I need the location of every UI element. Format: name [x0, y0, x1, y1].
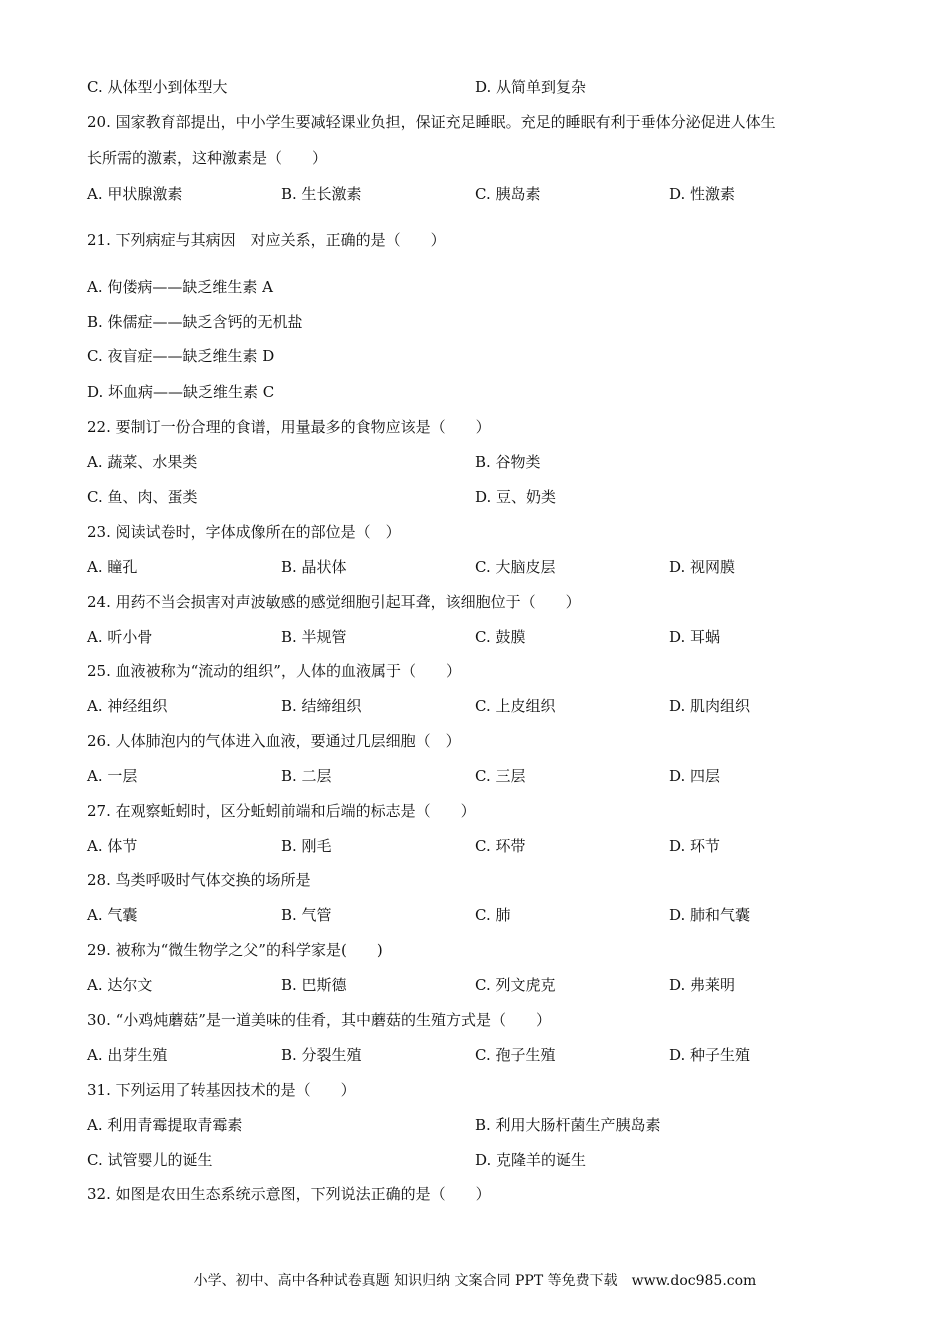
q29-option-b: B. 巴斯德 [281, 976, 347, 994]
q29-stem: 29. 被称为“微生物学之父”的科学家是( ) [87, 941, 383, 959]
q23-option-b: B. 晶状体 [281, 558, 347, 576]
q28-option-d: D. 肺和气囊 [669, 906, 751, 924]
q30-option-a: A. 出芽生殖 [87, 1046, 168, 1064]
q26-stem: 26. 人体肺泡内的气体进入血液，要通过几层细胞（ ） [87, 732, 461, 750]
q21-option-a: A. 佝偻病——缺乏维生素 A [87, 278, 273, 296]
q28-option-b: B. 气管 [281, 906, 332, 924]
q26-option-b: B. 二层 [281, 767, 332, 785]
q25-stem: 25. 血液被称为“流动的组织”，人体的血液属于（ ） [87, 662, 461, 680]
q23-stem: 23. 阅读试卷时，字体成像所在的部位是（ ） [87, 523, 401, 541]
q22-option-d: D. 豆、奶类 [475, 488, 557, 506]
q31-option-a: A. 利用青霉提取青霉素 [87, 1116, 243, 1134]
q26-option-d: D. 四层 [669, 767, 721, 785]
q20-option-d: D. 性激素 [669, 185, 736, 203]
q20-stem-line1: 20. 国家教育部提出，中小学生要减轻课业负担，保证充足睡眠。充足的睡眠有利于垂体分泌促进人体生 [87, 113, 776, 131]
q32-stem: 32. 如图是农田生态系统示意图，下列说法正确的是（ ） [87, 1185, 491, 1203]
q30-option-b: B. 分裂生殖 [281, 1046, 362, 1064]
q21-stem: 21. 下列病症与其病因 对应关系，正确的是（ ） [87, 231, 446, 249]
q29-option-a: A. 达尔文 [87, 976, 153, 994]
q31-option-b: B. 利用大肠杆菌生产胰岛素 [475, 1116, 661, 1134]
q25-option-a: A. 神经组织 [87, 697, 168, 715]
q21-option-c: C. 夜盲症——缺乏维生素 D [87, 347, 275, 365]
q27-stem: 27. 在观察蚯蚓时，区分蚯蚓前端和后端的标志是（ ） [87, 802, 476, 820]
q31-option-c: C. 试管婴儿的诞生 [87, 1151, 213, 1169]
q22-option-c: C. 鱼、肉、蛋类 [87, 488, 198, 506]
q31-stem: 31. 下列运用了转基因技术的是（ ） [87, 1081, 356, 1099]
q29-option-c: C. 列文虎克 [475, 976, 556, 994]
q20-option-a: A. 甲状腺激素 [87, 185, 183, 203]
q28-option-a: A. 气囊 [87, 906, 138, 924]
q24-option-d: D. 耳蜗 [669, 628, 721, 646]
q28-stem: 28. 鸟类呼吸时气体交换的场所是 [87, 871, 311, 889]
q27-option-d: D. 环节 [669, 837, 721, 855]
q26-option-c: C. 三层 [475, 767, 526, 785]
q22-stem: 22. 要制订一份合理的食谱，用量最多的食物应该是（ ） [87, 418, 491, 436]
q20-option-b: B. 生长激素 [281, 185, 362, 203]
q20-option-c: C. 胰岛素 [475, 185, 541, 203]
q24-option-b: B. 半规管 [281, 628, 347, 646]
q23-option-d: D. 视网膜 [669, 558, 736, 576]
page-footer: 小学、初中、高中各种试卷真题 知识归纳 文案合同 PPT 等免费下载 www.doc985.com [193, 1273, 757, 1289]
q23-option-a: A. 瞳孔 [87, 558, 138, 576]
q25-option-d: D. 肌肉组织 [669, 697, 751, 715]
q30-option-c: C. 孢子生殖 [475, 1046, 556, 1064]
q21-option-d: D. 坏血病——缺乏维生素 C [87, 383, 275, 401]
q24-option-a: A. 听小骨 [87, 628, 153, 646]
q22-option-b: B. 谷物类 [475, 453, 541, 471]
q22-option-a: A. 蔬菜、水果类 [87, 453, 198, 471]
q24-stem: 24. 用药不当会损害对声波敏感的感觉细胞引起耳聋，该细胞位于（ ） [87, 593, 581, 611]
q25-option-b: B. 结缔组织 [281, 697, 362, 715]
q23-option-c: C. 大脑皮层 [475, 558, 556, 576]
q20-stem-line2: 长所需的激素，这种激素是（ ） [87, 149, 328, 167]
q30-option-d: D. 种子生殖 [669, 1046, 751, 1064]
q27-option-a: A. 体节 [87, 837, 138, 855]
q19-option-c: C. 从体型小到体型大 [87, 78, 228, 96]
q26-option-a: A. 一层 [87, 767, 138, 785]
q19-option-d: D. 从简单到复杂 [475, 78, 587, 96]
q27-option-c: C. 环带 [475, 837, 526, 855]
q21-option-b: B. 侏儒症——缺乏含钙的无机盐 [87, 313, 303, 331]
q31-option-d: D. 克隆羊的诞生 [475, 1151, 587, 1169]
q27-option-b: B. 刚毛 [281, 837, 332, 855]
q30-stem: 30. “小鸡炖蘑菇”是一道美味的佳肴，其中蘑菇的生殖方式是（ ） [87, 1011, 551, 1029]
q29-option-d: D. 弗莱明 [669, 976, 736, 994]
q24-option-c: C. 鼓膜 [475, 628, 526, 646]
q28-option-c: C. 肺 [475, 906, 511, 924]
q25-option-c: C. 上皮组织 [475, 697, 556, 715]
